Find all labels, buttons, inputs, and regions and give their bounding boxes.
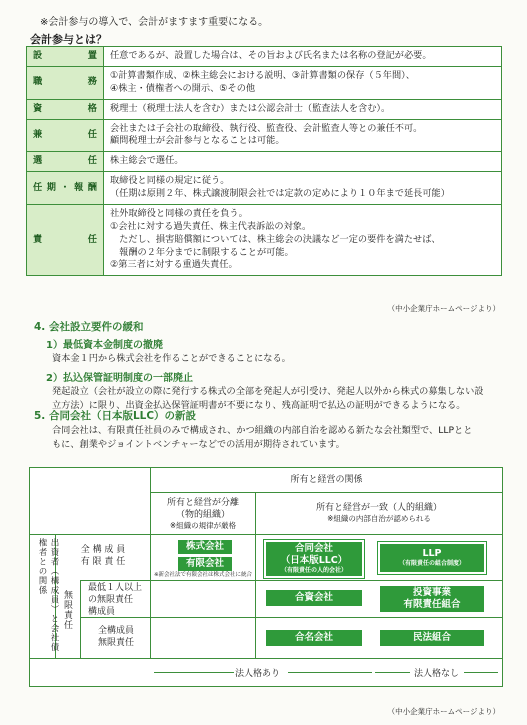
col1-header bbox=[151, 497, 255, 531]
role-label: 責任 bbox=[27, 204, 104, 275]
row1-label bbox=[56, 544, 150, 568]
mugen-label: 無限責任 bbox=[62, 590, 72, 630]
col2-header-line1: 所有と経営が一致（人的組織） bbox=[315, 503, 442, 513]
role-label: 任期・報酬 bbox=[27, 172, 104, 205]
role-value-line: ①計算書類作成、②株主総会における説明、③計算書類の保存（５年間）、 bbox=[110, 69, 415, 81]
role-value-line: ただし、損害賠償額については、株主総会の決議など一定の要件を満たせば、 bbox=[110, 233, 441, 245]
role-value-line: （任期は原則２年、株式譲渡制限会社では定款の定めにより１０年まで延長可能） bbox=[110, 188, 450, 199]
section5-body bbox=[52, 424, 512, 453]
role-value-line: 報酬の２年分までに制限することが可能。 bbox=[110, 246, 294, 258]
role-value-line: 株主総会で選任。 bbox=[110, 155, 184, 167]
role-row bbox=[27, 66, 502, 99]
role-value-line: 取締役と同様の規定に従う。 bbox=[110, 175, 230, 187]
col1-header-line1: 所有と経営が分離 bbox=[166, 498, 239, 508]
section4-body2-line2: 立方法）に限り、出資金払込保管証明書が不要になり、残高証明で払込の証明ができるようになる。 bbox=[52, 400, 466, 412]
role-value bbox=[104, 119, 502, 152]
role-value bbox=[104, 172, 502, 205]
llp-line1: LLP bbox=[422, 547, 442, 559]
toshi-box bbox=[380, 586, 484, 612]
row3-label-line2: 無限責任 bbox=[97, 638, 134, 649]
section4-body2-line1: 発起設立（会社が設立の際に発行する株式の全部を発起人が引受け、発起人以外から株式の募集しない設 bbox=[52, 386, 484, 397]
role-row bbox=[27, 99, 502, 119]
role-value-line: 顧問税理士が会計参与となることは可能。 bbox=[110, 135, 285, 147]
row3-label bbox=[82, 625, 150, 649]
godo-line3: （有限責任の人的会社） bbox=[280, 567, 347, 575]
row3-label-line1: 全構成員 bbox=[97, 626, 134, 636]
role-value-line: ①会社に対する過失責任、株主代表訴訟の対象。 bbox=[110, 220, 312, 232]
role-value-line: 税理士（税理士法人を含む）または公認会計士（監査法人を含む）。 bbox=[110, 102, 391, 114]
role-row bbox=[27, 47, 502, 67]
role-label: 設置 bbox=[27, 47, 104, 67]
row2-label-line1: 最低１人以上 bbox=[88, 583, 143, 593]
houjin-ari-label: 法人格あり bbox=[235, 669, 281, 679]
godo-line2: （日本版LLC） bbox=[280, 555, 348, 567]
section-title: 会計参与とは？ bbox=[30, 33, 107, 46]
entity-matrix bbox=[29, 467, 503, 687]
row1-label-line1: 全 構 成 員 bbox=[80, 545, 126, 555]
section4-body1: 資本金１円から株式会社を作ることができることになる。 bbox=[52, 353, 291, 364]
role-value-line: ④株主・債権者への開示、⑤その他 bbox=[110, 82, 256, 94]
minpo-box: 民法組合 bbox=[380, 630, 484, 646]
role-value-line: 会社または子会社の取締役、執行役、監査役、会計監査人等との兼任不可。 bbox=[110, 122, 423, 134]
top-note: ※会計参与の導入で、会計がますます重要になる。 bbox=[40, 17, 269, 28]
col1-header-note: ※組織の規律が厳格 bbox=[169, 521, 237, 531]
gomei-box: 合名会社 bbox=[266, 630, 362, 646]
role-value-line: ②第三者に対する重過失責任。 bbox=[110, 259, 238, 271]
role-value bbox=[104, 66, 502, 99]
toshi-line1: 投資事業 bbox=[412, 586, 451, 598]
role-row bbox=[27, 204, 502, 275]
role-label: 職務 bbox=[27, 66, 104, 99]
row1-label-line2: 有 限 責 任 bbox=[80, 557, 126, 568]
role-row bbox=[27, 172, 502, 205]
role-value-line: 社外取締役と同様の責任を負う。 bbox=[110, 207, 248, 219]
matrix-top-header: 所有と経営の関係 bbox=[290, 475, 363, 485]
yugen-box: 有限会社 bbox=[178, 557, 232, 571]
role-value bbox=[104, 152, 502, 172]
role-value bbox=[104, 204, 502, 275]
section5-heading: 5. 合同会社（日本版LLC）の新設 bbox=[34, 410, 197, 422]
col2-header bbox=[256, 502, 502, 524]
col1-header-line2: （物的組織） bbox=[175, 510, 230, 521]
row2-label bbox=[82, 582, 156, 618]
row2-label-line3: 構成員 bbox=[88, 607, 116, 618]
godo-box bbox=[266, 542, 362, 576]
llp-box bbox=[380, 544, 484, 572]
role-label: 資格 bbox=[27, 99, 104, 119]
role-table bbox=[26, 46, 502, 276]
llp-line2: （有限責任の組合制度） bbox=[398, 560, 465, 568]
kabushiki-note: ※新会社法で有限会社は株式会社に統合 bbox=[153, 572, 253, 578]
role-row bbox=[27, 152, 502, 172]
source-note: （中小企業庁ホームページより） bbox=[387, 304, 500, 313]
role-label: 選任 bbox=[27, 152, 104, 172]
kabushiki-box: 株式会社 bbox=[178, 540, 232, 554]
role-row bbox=[27, 119, 502, 152]
role-value bbox=[104, 47, 502, 67]
role-value-line: 任意であるが、設置した場合は、その旨および氏名または名称の登記が必要。 bbox=[110, 50, 432, 61]
role-label: 兼任 bbox=[27, 119, 104, 152]
vertical-label: 出資者（構成員）と会社債権者との関係 bbox=[37, 538, 59, 652]
godo-line1: 合同会社 bbox=[294, 542, 333, 554]
section4-sub2: 2）払込保管証明制度の一部廃止 bbox=[46, 373, 193, 384]
source-note-2: （中小企業庁ホームページより） bbox=[387, 707, 500, 716]
goshi-box: 合資会社 bbox=[266, 590, 362, 606]
role-value bbox=[104, 99, 502, 119]
col2-header-note: ※組織の内部自治が認められる bbox=[327, 514, 431, 524]
houjin-nashi-label: 法人格なし bbox=[414, 669, 460, 679]
row2-label-line2: の無限責任 bbox=[88, 595, 134, 606]
section4-heading: 4. 会社設立要件の緩和 bbox=[34, 321, 144, 333]
toshi-line2: 有限責任組合 bbox=[403, 599, 461, 610]
section5-body-line1: 合同会社は、有限責任社員のみで構成され、かつ組織の内部自治を認める新たな会社類型で、LLPとと bbox=[52, 425, 473, 436]
section5-body-line2: もに、創業やジョイントベンチャーなどでの活用が期待されています。 bbox=[52, 439, 345, 451]
section4-sub1: 1）最低資本金制度の撤廃 bbox=[46, 340, 163, 351]
